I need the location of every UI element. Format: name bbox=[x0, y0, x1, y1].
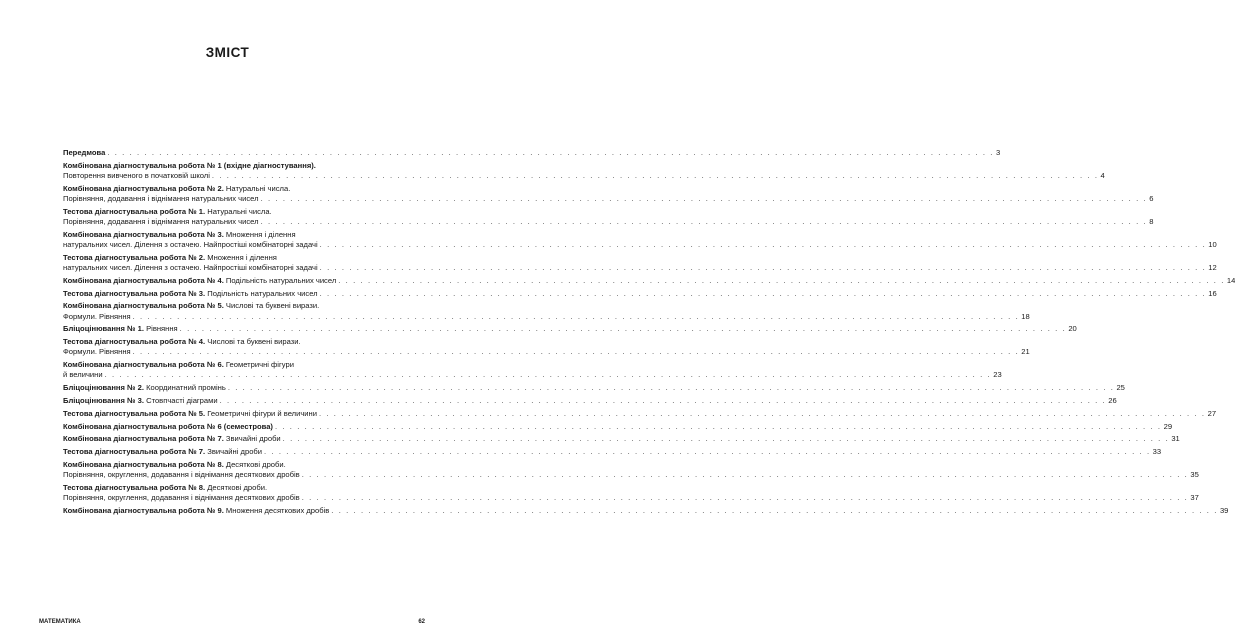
toc-page-number: 14 bbox=[1226, 275, 1235, 285]
toc-dot-leader bbox=[331, 506, 1218, 516]
toc-page-number: 21 bbox=[1021, 347, 1030, 357]
toc-entry-text bbox=[63, 253, 277, 263]
toc-entry-topic: Формули. Рівняння bbox=[63, 311, 131, 321]
toc-entry-text bbox=[63, 301, 319, 311]
toc-page-number: 3 bbox=[995, 148, 1001, 157]
toc-entry bbox=[63, 275, 1235, 286]
toc-entry-line bbox=[63, 148, 1001, 158]
toc-dot-leader bbox=[302, 493, 1189, 503]
toc-entry bbox=[63, 505, 1229, 516]
toc-page-number: 16 bbox=[1208, 288, 1217, 298]
toc-entry-text bbox=[63, 483, 267, 493]
toc-entry bbox=[63, 421, 1173, 432]
toc-entry-heading: Комбінована діагностувальна робота № 2. bbox=[63, 183, 224, 193]
toc-entry-topic: Десяткові дроби. bbox=[223, 459, 286, 469]
toc-entry-line bbox=[63, 240, 1217, 250]
toc-entry-heading: Комбінована діагностувальна робота № 3. bbox=[63, 229, 224, 239]
toc-entry bbox=[63, 337, 1030, 357]
toc-entry-line bbox=[63, 288, 1217, 299]
toc-entry-topic: Числові та буквені вирази. bbox=[223, 301, 320, 311]
toc-entry-line bbox=[63, 395, 1117, 406]
toc-entry-text bbox=[63, 148, 105, 158]
toc-entry-topic: Подільність натуральних чисел bbox=[223, 275, 337, 285]
toc-entry-text bbox=[63, 396, 218, 406]
toc-entry-heading: Комбінована діагностувальна робота № 4. bbox=[63, 275, 224, 285]
toc-entry-text bbox=[63, 276, 336, 286]
toc-entry-heading: Бліцоцінювання № 1. bbox=[63, 324, 144, 334]
toc-dot-leader bbox=[275, 422, 1162, 432]
toc-entry-text bbox=[63, 409, 317, 419]
toc-entry-text bbox=[63, 447, 262, 457]
toc-entry-heading: Передмова bbox=[63, 148, 106, 157]
toc-page-number: 39 bbox=[1219, 505, 1229, 515]
toc-dot-leader bbox=[220, 396, 1107, 406]
toc-entry-text bbox=[63, 217, 259, 227]
toc-entry bbox=[63, 383, 1125, 393]
toc-entry-topic: Натуральні числа. bbox=[205, 206, 272, 216]
toc-entry-text bbox=[63, 161, 316, 171]
toc-page-number: 12 bbox=[1208, 263, 1217, 272]
toc-entry-line bbox=[63, 421, 1173, 432]
table-of-contents bbox=[63, 148, 1235, 519]
toc-entry-line bbox=[63, 171, 1105, 181]
toc-entry-text bbox=[63, 360, 294, 370]
toc-entry-topic: Числові та буквені вирази. bbox=[205, 337, 301, 347]
toc-entry-text bbox=[63, 207, 272, 217]
toc-entry-line bbox=[63, 434, 1180, 444]
toc-entry bbox=[63, 252, 1217, 273]
toc-dot-leader bbox=[302, 470, 1189, 480]
toc-entry-topic: Координатний промінь bbox=[143, 383, 226, 393]
toc-entry-text bbox=[63, 370, 103, 380]
toc-page-number: 26 bbox=[1108, 395, 1117, 405]
toc-entry-line bbox=[63, 483, 394, 493]
toc-entry-topic: й величини bbox=[63, 370, 103, 380]
toc-entry bbox=[63, 229, 1217, 250]
toc-page-number: 20 bbox=[1068, 324, 1077, 334]
toc-entry-topic: Звичайні дроби bbox=[205, 447, 263, 457]
toc-entry-text bbox=[63, 324, 178, 334]
toc-entry-line bbox=[63, 253, 394, 263]
toc-entry bbox=[63, 408, 1217, 419]
toc-entry-heading: Тестова діагностувальна робота № 3. bbox=[63, 288, 206, 298]
toc-entry-topic: Натуральні числа. bbox=[223, 183, 291, 193]
toc-entry-heading: Тестова діагностувальна робота № 2. bbox=[63, 252, 206, 262]
toc-entry-line bbox=[63, 460, 394, 470]
toc-page-number: 37 bbox=[1190, 493, 1199, 503]
toc-entry-line bbox=[63, 194, 1154, 204]
toc-dot-leader bbox=[264, 447, 1151, 457]
toc-entry-line bbox=[63, 275, 1235, 286]
toc-entry-heading: Тестова діагностувальна робота № 8. bbox=[63, 482, 206, 492]
toc-entry-text bbox=[63, 230, 296, 240]
toc-entry bbox=[63, 459, 1199, 480]
toc-entry-line bbox=[63, 360, 394, 370]
toc-entry bbox=[63, 447, 1162, 457]
toc-page-number: 4 bbox=[1100, 171, 1105, 180]
toc-entry-heading: Комбінована діагностувальна робота № 8. bbox=[63, 459, 224, 469]
footer-subject: МАТЕМАТИКА bbox=[39, 619, 81, 625]
toc-entry-line bbox=[63, 447, 1162, 457]
toc-page-number: 31 bbox=[1171, 434, 1180, 444]
toc-entry-text bbox=[63, 312, 131, 322]
toc-entry-topic: Порівняння, додавання і віднімання натуральних чисел bbox=[63, 217, 259, 226]
toc-entry-line bbox=[63, 263, 1217, 273]
toc-dot-leader bbox=[105, 370, 992, 380]
toc-entry-heading: Тестова діагностувальна робота № 5. bbox=[63, 408, 206, 418]
toc-entry-topic: Подільність натуральних чисел bbox=[205, 288, 318, 298]
toc-page-number: 10 bbox=[1208, 240, 1217, 249]
toc-dot-leader bbox=[133, 347, 1020, 357]
toc-entry-line bbox=[63, 301, 394, 311]
toc-entry-heading: Бліцоцінювання № 2. bbox=[63, 383, 144, 393]
toc-entry bbox=[63, 148, 1001, 158]
toc-dot-leader bbox=[228, 383, 1115, 393]
toc-entry-text bbox=[63, 240, 318, 250]
toc-entry-line bbox=[63, 505, 1229, 516]
toc-page-number: 27 bbox=[1207, 408, 1217, 418]
toc-entry-topic: Геометричні фігури bbox=[223, 360, 294, 370]
toc-entry-topic: Порівняння, додавання і віднімання натуральних чисел bbox=[63, 194, 259, 203]
toc-entry-heading: Тестова діагностувальна робота № 4. bbox=[63, 337, 206, 347]
toc-entry-line bbox=[63, 337, 394, 347]
toc-entry-topic: Десяткові дроби. bbox=[205, 482, 268, 492]
toc-page-number: 23 bbox=[993, 370, 1002, 380]
toc-entry-topic: натуральних чисел. Ділення з остачею. Найпростіші комбінаторні задачі bbox=[63, 263, 318, 272]
toc-entry-line bbox=[63, 408, 1217, 419]
toc-dot-leader bbox=[180, 324, 1067, 334]
toc-entry-topic: Порівняння, округлення, додавання і віднімання десяткових дробів bbox=[63, 470, 300, 480]
toc-entry bbox=[63, 434, 1180, 444]
toc-entry-text bbox=[63, 470, 300, 480]
toc-dot-leader bbox=[107, 148, 994, 158]
toc-entry bbox=[63, 324, 1077, 334]
toc-entry-topic: Рівняння bbox=[143, 324, 178, 334]
toc-entry-line bbox=[63, 311, 1030, 322]
toc-dot-leader bbox=[261, 217, 1148, 227]
toc-entry-line bbox=[63, 161, 394, 171]
toc-dot-leader bbox=[338, 276, 1225, 286]
toc-entry-text bbox=[63, 347, 131, 357]
toc-entry-text bbox=[63, 263, 318, 273]
toc-entry-line bbox=[63, 324, 1077, 334]
toc-entry bbox=[63, 288, 1217, 299]
toc-entry-topic: натуральних чисел. Ділення з остачею. Найпростіші комбінаторні задачі bbox=[63, 240, 318, 249]
toc-page-number: 29 bbox=[1163, 421, 1173, 431]
toc-entry-topic: Множення і ділення bbox=[205, 252, 277, 262]
toc-entry-topic: Формули. Рівняння bbox=[63, 347, 131, 357]
toc-page-number: 33 bbox=[1152, 447, 1162, 457]
toc-entry-topic: Звичайні дроби bbox=[223, 434, 281, 444]
toc-entry-topic: Стовпчасті діаграми bbox=[143, 395, 218, 405]
toc-page-number: 8 bbox=[1149, 217, 1154, 226]
toc-entry-text bbox=[63, 194, 259, 204]
footer-page-number: 62 bbox=[418, 619, 425, 625]
toc-page-number: 18 bbox=[1021, 311, 1030, 321]
toc-entry-topic: Геометричні фігури й величини bbox=[205, 408, 317, 418]
toc-entry bbox=[63, 301, 1030, 321]
toc-dot-leader bbox=[133, 312, 1020, 322]
toc-page-number: 35 bbox=[1190, 470, 1199, 480]
toc-entry-topic: Множення і ділення bbox=[223, 229, 296, 239]
toc-entry-line bbox=[63, 347, 1030, 357]
toc-entry bbox=[63, 482, 1199, 503]
toc-entry-heading: Комбінована діагностувальна робота № 6 (семестрова) bbox=[63, 421, 273, 431]
toc-entry-line bbox=[63, 370, 1002, 380]
toc-entry-heading: Комбінована діагностувальна робота № 6. bbox=[63, 360, 224, 370]
toc-dot-leader bbox=[320, 263, 1207, 273]
toc-entry-heading: Комбінована діагностувальна робота № 1 (вхідне діагностування). bbox=[63, 160, 316, 170]
page-footer bbox=[39, 619, 425, 625]
toc-dot-leader bbox=[320, 240, 1207, 250]
toc-entry-text bbox=[63, 506, 329, 516]
toc-entry bbox=[63, 160, 1105, 181]
toc-dot-leader bbox=[283, 434, 1170, 444]
toc-entry-topic: Повторення вивченого в початковій школі bbox=[63, 171, 210, 180]
toc-entry-line bbox=[63, 383, 1125, 393]
toc-entry-text bbox=[63, 460, 286, 470]
toc-entry bbox=[63, 183, 1154, 204]
toc-entry-text bbox=[63, 184, 290, 194]
toc-entry-line bbox=[63, 230, 394, 240]
toc-dot-leader bbox=[320, 289, 1207, 299]
toc-entry-text bbox=[63, 383, 226, 393]
toc-entry-topic: Порівняння, округлення, додавання і віднімання десяткових дробів bbox=[63, 493, 300, 503]
toc-entry-text bbox=[63, 337, 301, 347]
toc-entry bbox=[63, 206, 1154, 227]
toc-dot-leader bbox=[319, 409, 1206, 419]
toc-page-number: 6 bbox=[1149, 194, 1154, 203]
toc-dot-leader bbox=[261, 194, 1148, 204]
page-title: ЗМІСТ bbox=[205, 45, 250, 60]
toc-entry-heading: Бліцоцінювання № 3. bbox=[63, 395, 144, 405]
toc-entry bbox=[63, 395, 1117, 406]
toc-entry-heading: Тестова діагностувальна робота № 1. bbox=[63, 206, 206, 216]
toc-entry-text bbox=[63, 434, 281, 444]
toc-entry-heading: Комбінована діагностувальна робота № 7. bbox=[63, 434, 224, 444]
toc-entry-heading: Комбінована діагностувальна робота № 9. bbox=[63, 505, 224, 515]
toc-entry-heading: Комбінована діагностувальна робота № 5. bbox=[63, 301, 224, 311]
toc-entry-text bbox=[63, 289, 318, 299]
toc-entry-topic: Множення десяткових дробів bbox=[223, 505, 330, 515]
toc-entry-heading: Тестова діагностувальна робота № 7. bbox=[63, 447, 206, 457]
toc-dot-leader bbox=[212, 171, 1099, 181]
toc-entry-text bbox=[63, 171, 210, 181]
toc-entry-line bbox=[63, 207, 394, 217]
toc-entry-line bbox=[63, 217, 1154, 227]
toc-entry bbox=[63, 360, 1002, 380]
toc-entry-text bbox=[63, 422, 273, 432]
toc-entry-line bbox=[63, 493, 1199, 503]
toc-entry-line bbox=[63, 184, 394, 194]
toc-entry-text bbox=[63, 493, 300, 503]
toc-entry-line bbox=[63, 470, 1199, 480]
toc-page-number: 25 bbox=[1116, 383, 1125, 393]
